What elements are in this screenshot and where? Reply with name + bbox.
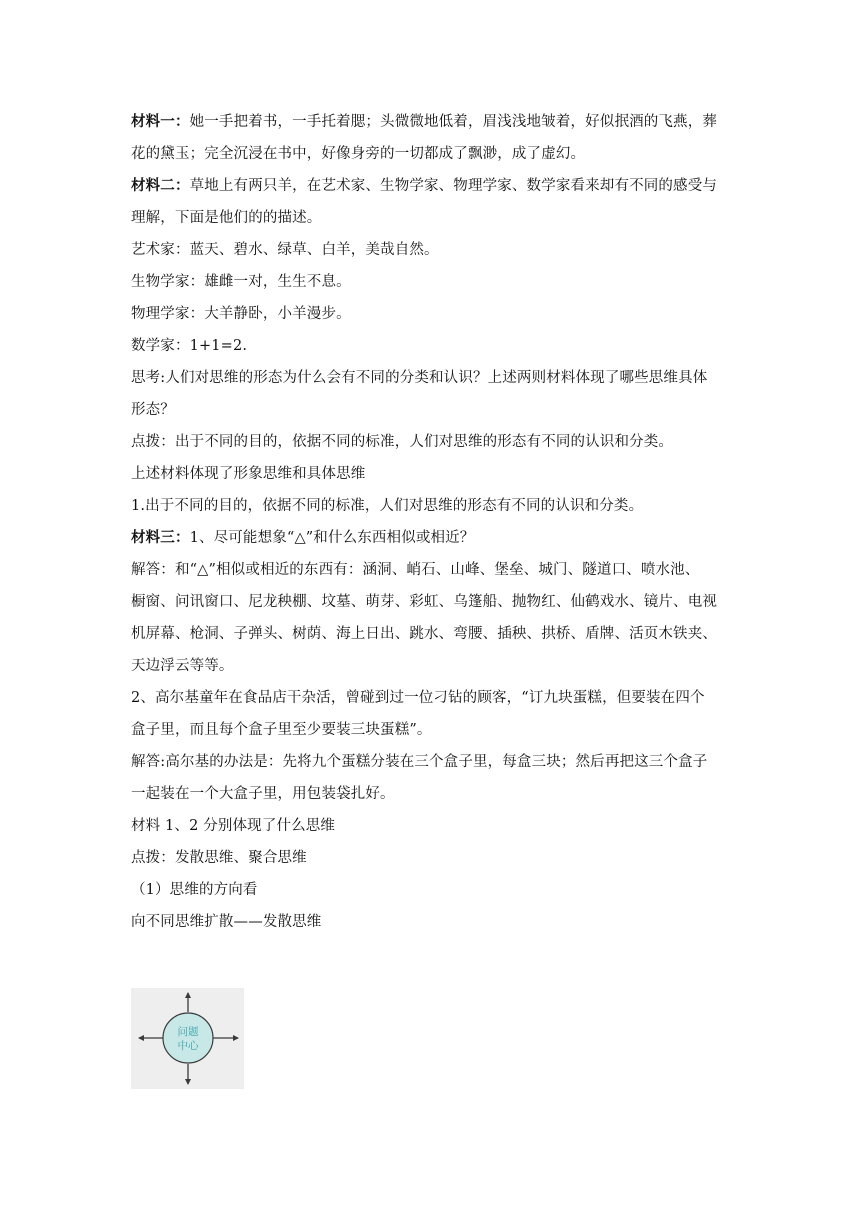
material-one-label: 材料一： — [131, 113, 190, 130]
think-line1: 思考:人们对思维的形态为什么会有不同的分类和认识？上述两则材料体现了哪些思维具体 — [131, 370, 708, 386]
answer-one-line1: 解答：和“△”相似或相近的东西有：涵洞、峭石、山峰、堡垒、城门、隧道口、喷水池、 — [131, 562, 700, 578]
answer-one — [131, 554, 733, 682]
material-two-paragraph — [131, 170, 733, 234]
material-one-text-line2: 花的黛玉；完全沉浸在书中，好像身旁的一切都成了飘渺，成了虚幻。 — [131, 146, 586, 162]
answer-two-line2: 一起装在一个大盒子里，用包装袋扎好。 — [131, 786, 395, 802]
point-one: 1.出于不同的目的，依据不同的标准，人们对思维的形态有不同的认识和分类。 — [131, 498, 644, 514]
divergent-thinking-line: 向不同思维扩散——发散思维 — [131, 914, 322, 930]
physicist-line: 物理学家：大羊静卧，小羊漫步。 — [131, 306, 351, 322]
answer-two-line1: 解答:高尔基的办法是：先将九个蛋糕分装在三个盒子里，每盒三块；然后再把这三个盒子 — [131, 754, 708, 770]
artist-line: 艺术家：蓝天、碧水、绿草、白羊，美哉自然。 — [131, 242, 439, 258]
answer-two — [131, 746, 733, 810]
hub-label-line2: 中心 — [177, 1040, 199, 1052]
tip-one: 点拨：出于不同的目的，依据不同的标准，人们对思维的形态有不同的认识和分类。 — [131, 434, 674, 450]
think-question — [131, 362, 733, 426]
material-two-text-line2: 理解，下面是他们的的描述。 — [131, 210, 322, 226]
material-two-text-line1: 草地上有两只羊，在艺术家、生物学家、物理学家、数学家看来却有不同的感受与 — [189, 178, 718, 194]
material-two-label: 材料二： — [131, 177, 190, 194]
biologist-line: 生物学家：雄雌一对，生生不息。 — [131, 274, 351, 290]
question-two-line2: 盒子里，而且每个盒子里至少要装三块蛋糕”。 — [131, 722, 432, 738]
answer-one-line3: 机屏幕、枪洞、子弹头、树荫、海上日出、跳水、弯腰、插秧、拱桥、盾牌、活页木铁夹、 — [131, 626, 717, 642]
material-three-q1-text: 1、尽可能想象“△”和什么东西相似或相近？ — [189, 530, 475, 546]
divergent-thinking-diagram — [131, 988, 244, 1089]
material-three-question-one — [131, 522, 733, 554]
problem-center-circle — [163, 1013, 213, 1063]
question-two-line1: 2、高尔基童年在食品店干杂活，曾碰到过一位刁钻的顾客，“订九块蛋糕，但要装在四个 — [131, 690, 705, 706]
material-three-label: 材料三： — [131, 529, 190, 546]
direction-heading: （1）思维的方向看 — [131, 882, 258, 898]
tip-two: 点拨：发散思维、聚合思维 — [131, 850, 307, 866]
divergent-diagram-svg — [131, 988, 244, 1089]
answer-one-line2: 橱窗、问讯窗口、尼龙秧棚、坟墓、萌芽、彩虹、乌篷船、抛物红、仙鹤戏水、镜片、电视 — [131, 594, 717, 610]
material-one-paragraph — [131, 106, 733, 170]
question-two — [131, 682, 733, 746]
answer-one-line4: 天边浮云等等。 — [131, 658, 234, 674]
hub-label-line1: 问题 — [177, 1026, 199, 1038]
think-line2: 形态？ — [131, 402, 175, 418]
thinking-type-question: 材料 1、2 分别体现了什么思维 — [131, 818, 336, 834]
mathematician-line: 数学家：1+1=2. — [131, 338, 248, 354]
material-one-text-line1: 她一手把着书，一手托着腮；头微微地低着，眉浅浅地皱着，好似抿酒的飞燕，葬 — [189, 114, 718, 130]
document-body — [131, 106, 733, 938]
reflects-line: 上述材料体现了形象思维和具体思维 — [131, 466, 366, 482]
